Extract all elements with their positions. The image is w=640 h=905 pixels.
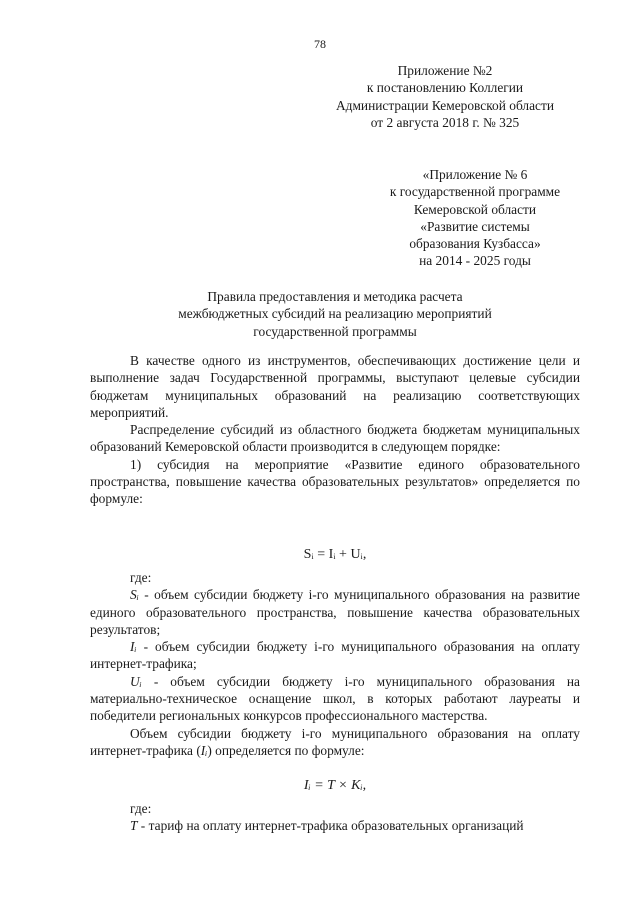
t-description: - тариф на оплату интернет-трафика образовательных организаций [137, 818, 524, 834]
appendix-block [330, 62, 560, 131]
appendix-line-3: Администрации Кемеровской области [335, 97, 555, 113]
paragraph-4-end: ) определяется по формуле: [207, 742, 365, 758]
paragraph-1: В качестве одного из инструментов, обеспечивающих достижение цели и выполнение задач Государственной программы, выступают целевые субсидии бюджетам муниципальных образований на реализацию соответствующих мероприятий. [90, 353, 580, 420]
program-line-3: Кемеровской области [413, 201, 537, 217]
u-symbol: Uᵢ [130, 673, 142, 689]
body-section-3 [90, 800, 580, 835]
paragraph-3: 1) субсидия на мероприятие «Развитие единого образовательного пространства, повышение качества образовательных результатов» определяется по формуле: [90, 456, 580, 507]
title-line-1: Правила предоставления и методика расчета [207, 289, 463, 304]
formula-2: Iᵢ = T × Kᵢ, [303, 778, 367, 793]
title-line-3: государственной программы [253, 323, 417, 339]
s-definition [90, 586, 580, 638]
title-line-2: межбюджетных субсидий на реализацию мероприятий [178, 306, 492, 322]
program-line-2: к государственной программе [389, 184, 561, 200]
paragraph-2: Распределение субсидий из областного бюджета бюджетам муниципальных образований Кемеровской области производится в следующем порядке: [90, 422, 580, 455]
program-line-5: образования Кузбасса» [409, 236, 541, 252]
page-number: 78 [314, 37, 326, 51]
program-line-1: «Приложение № 6 [422, 167, 528, 182]
u-definition [90, 673, 580, 725]
i-symbol: Iᵢ [130, 639, 137, 655]
u-description: - объем субсидии бюджету i-го муниципального образования на материально-техническое оснащение школ, в которых работают лауреаты и победители региональных конкурсов профессионального мастерства. [90, 673, 580, 724]
paragraph-4-start: Объем субсидии бюджету i-го муниципального образования на оплату интернет-трафика ( [90, 725, 580, 758]
paragraph-4-symbol: Iᵢ [200, 742, 208, 758]
body-section-2 [90, 569, 580, 759]
program-line-6: на 2014 - 2025 годы [419, 253, 531, 269]
where-label-1: где: [130, 570, 152, 585]
where-label-2: где: [130, 801, 152, 816]
program-block [370, 166, 580, 270]
t-definition [90, 817, 580, 834]
appendix-line-4: от 2 августа 2018 г. № 325 [370, 114, 520, 130]
body-section-1 [90, 352, 580, 508]
t-symbol: T [130, 818, 138, 834]
appendix-line-1: Приложение №2 [397, 63, 493, 78]
i-description: - объем субсидии бюджету i-го муниципального образования на оплату интернет-трафика; [90, 639, 580, 672]
paragraph-4 [90, 725, 580, 760]
s-symbol: Sᵢ [130, 587, 139, 603]
program-line-4: «Развитие системы [420, 218, 530, 234]
appendix-line-2: к постановлению Коллегии [366, 80, 524, 96]
formula-1: Sᵢ = Iᵢ + Uᵢ, [303, 547, 367, 562]
document-title [120, 288, 550, 340]
s-description: - объем субсидии бюджету i-го муниципального образования на развитие единого образовательного пространства, повышение качества образовательных результатов; [90, 587, 580, 637]
i-definition [90, 638, 580, 673]
